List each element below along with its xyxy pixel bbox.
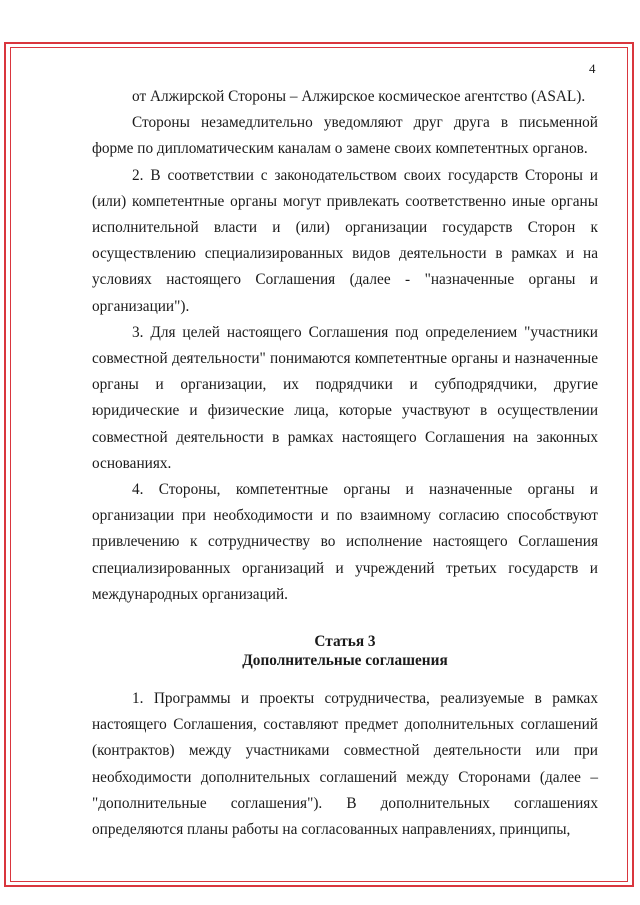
page-number: 4	[589, 61, 596, 76]
document-body	[92, 84, 598, 843]
paragraph: 4. Стороны, компетентные органы и назначенные органы и организации при необходимости и по взаимному согласию способствуют привлечению к сотрудничеству во исполнение настоящего Соглашения специализированных организаций и учреждений третьих государств и международных организаций.	[92, 481, 598, 603]
paragraph: 2. В соответствии с законодательством своих государств Стороны и (или) компетентные органы могут привлекать соответственно иные органы исполнительной власти и (или) организации государств Сторон к осуществлению специализированных видов деятельности в рамках и на условиях настоящего Соглашения (далее - "назначенные органы и организации").	[92, 166, 598, 315]
paragraph: от Алжирской Стороны – Алжирское космическое агентство (ASAL).	[132, 88, 586, 105]
article-heading	[92, 632, 598, 670]
paragraph: Стороны незамедлительно уведомляют друг друга в письменной форме по дипломатическим каналам о замене своих компетентных органов.	[92, 114, 598, 158]
article-number: Статья 3	[314, 633, 376, 651]
paragraph: 3. Для целей настоящего Соглашения под определением "участники совместной деятельности" понимаются компетентные органы и назначенные органы и организации, их подрядчики и субподрядчики, другие юридические и физические лица, которые участвуют в осуществлении совместной деятельности в рамках настоящего Соглашения на законных основаниях.	[92, 323, 598, 472]
article-title: Дополнительные соглашения	[242, 652, 448, 670]
paragraph: 1. Программы и проекты сотрудничества, реализуемые в рамках настоящего Соглашения, составляют предмет дополнительных соглашений (контрактов) между участниками совместной деятельности или при необходимости дополнительных соглашений между Сторонами (далее – "дополнительные соглашения"). В дополнительных соглашениях определяются планы работы на согласованных направлениях, принципы,	[92, 690, 598, 839]
